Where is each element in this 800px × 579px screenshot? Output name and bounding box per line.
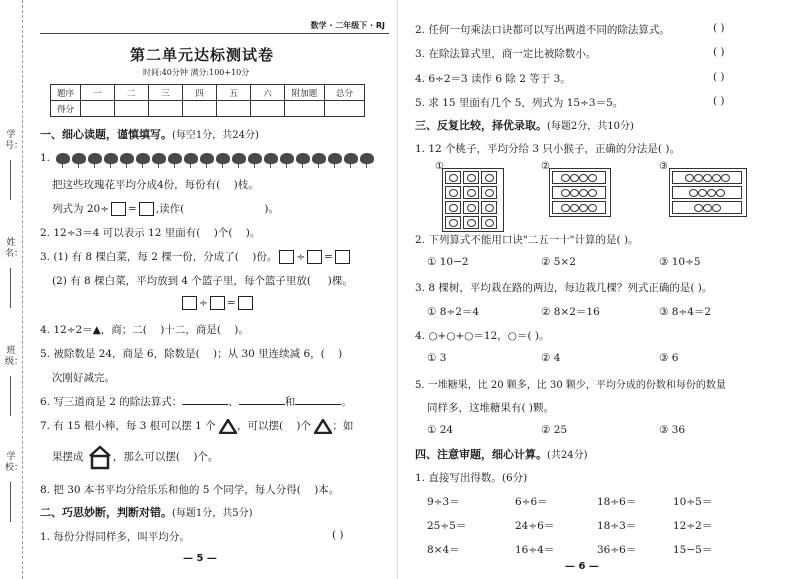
judge-answer-paren[interactable]: ( ) bbox=[332, 529, 344, 541]
peach-group bbox=[445, 216, 461, 229]
peach-grouping-option-1[interactable] bbox=[442, 168, 504, 232]
score-cell[interactable] bbox=[217, 101, 251, 117]
q3-text: (2) 有 8 棵白菜，平均放到 4 个篮子里，每个篮子里放( bbox=[52, 275, 312, 287]
peach-icon bbox=[467, 174, 476, 182]
section-1-title: 一、细心读题，谨慎填写。 bbox=[40, 128, 172, 141]
equals-sign: = bbox=[324, 251, 333, 263]
peach-icon bbox=[694, 204, 703, 212]
answer-box[interactable] bbox=[279, 250, 294, 264]
class-label: 班级： bbox=[5, 346, 24, 367]
choice-option[interactable]: ③ 10÷5 bbox=[659, 256, 701, 268]
peach-group bbox=[672, 186, 742, 199]
q7-text: 果摆成 bbox=[52, 451, 84, 463]
peach-icon bbox=[703, 174, 712, 182]
q5-text: )；从 30 里连续减 6，( bbox=[213, 348, 325, 360]
q7-text: )个 bbox=[296, 420, 312, 432]
q5-text: ) bbox=[338, 348, 343, 360]
q7-text: ；如 bbox=[332, 420, 354, 432]
q7-text: ，可以摆( bbox=[236, 420, 284, 432]
rose-icon bbox=[136, 153, 150, 164]
peach-icon bbox=[588, 204, 597, 212]
header-rule bbox=[40, 33, 389, 34]
q3-text: 3. (1) 有 8 棵白菜，每 2 棵一份，分成了( bbox=[40, 251, 239, 263]
choice-option[interactable]: ③ 8÷4＝2 bbox=[659, 306, 712, 318]
rose-icon bbox=[280, 153, 294, 164]
peach-icon bbox=[467, 219, 476, 227]
q1-text: )。 bbox=[264, 203, 279, 215]
calc-q1: 1. 直接写出得数。(6分) bbox=[415, 472, 528, 484]
answer-box[interactable] bbox=[182, 296, 197, 310]
section-3-title: 三、反复比较，择优录取。 bbox=[415, 119, 547, 132]
q6-text: 。 bbox=[341, 396, 352, 408]
choice-option[interactable]: ① 8÷2＝4 bbox=[427, 306, 480, 318]
peach-icon bbox=[485, 189, 494, 197]
q6-text: 和 bbox=[284, 396, 296, 408]
peach-icon bbox=[712, 204, 721, 212]
q3-part1 bbox=[40, 249, 352, 264]
rose-icon bbox=[152, 153, 166, 164]
rose-icon bbox=[232, 153, 246, 164]
rose-icon bbox=[344, 153, 358, 164]
judge-answer-paren[interactable]: ( ) bbox=[713, 71, 725, 83]
q7-line2 bbox=[52, 444, 218, 470]
subject-tag: 数学 · 二年级下 · RJ bbox=[310, 21, 385, 30]
q3-part2 bbox=[52, 273, 353, 288]
q8-text: 8. 把 30 本书平均分给乐乐和他的 5 个同学，每人分得( bbox=[40, 484, 301, 496]
score-header-cell: 三 bbox=[149, 85, 183, 101]
peach-icon bbox=[685, 174, 694, 182]
peach-group bbox=[481, 186, 497, 199]
peach-icon bbox=[561, 189, 570, 197]
answer-blank[interactable] bbox=[239, 395, 285, 405]
answer-box[interactable] bbox=[210, 296, 225, 310]
calc-item[interactable]: 10÷5＝ bbox=[673, 496, 713, 508]
peach-icon bbox=[485, 219, 494, 227]
calc-item[interactable]: 8×4＝ bbox=[427, 544, 460, 556]
q5-line2: 次刚好减完。 bbox=[52, 372, 115, 384]
q1-text: 把这些玫瑰花平均分成4份，每份有( bbox=[52, 179, 221, 191]
rose-icon bbox=[184, 153, 198, 164]
judge-answer-paren[interactable]: ( ) bbox=[713, 46, 725, 58]
peach-group bbox=[481, 216, 497, 229]
q5-text: 5. 被除数是 24，商是 6，除数是( bbox=[40, 348, 200, 360]
choice-q3: 3. 8 棵树，平均栽在路的两边，每边栽几棵？列式正确的是( )。 bbox=[415, 282, 713, 294]
calc-item[interactable]: 12÷2＝ bbox=[673, 520, 713, 532]
q4-text: )十二，商是( bbox=[160, 324, 221, 336]
judge-answer-paren[interactable]: ( ) bbox=[713, 95, 725, 107]
q7 bbox=[40, 418, 353, 434]
rose-icon bbox=[264, 153, 278, 164]
section-3-note: (每题2分，共10分) bbox=[547, 121, 634, 132]
peach-icon bbox=[698, 189, 707, 197]
score-header-cell: 总分 bbox=[325, 85, 365, 101]
peach-icon bbox=[716, 189, 725, 197]
peach-icon bbox=[449, 189, 458, 197]
choice-option[interactable]: ① 3 bbox=[427, 352, 447, 364]
calc-item[interactable]: 25÷5＝ bbox=[427, 520, 467, 532]
section-4-note: (共24分) bbox=[547, 450, 588, 461]
peach-icon bbox=[703, 204, 712, 212]
score-cell[interactable] bbox=[325, 101, 365, 117]
answer-box[interactable] bbox=[335, 250, 350, 264]
peach-icon bbox=[721, 174, 730, 182]
peach-icon bbox=[588, 189, 597, 197]
peach-group bbox=[552, 171, 606, 184]
q7-text: ，那么可以摆( bbox=[112, 451, 180, 463]
choice-q5-line2: 同样多，这堆糖果有( )颗。 bbox=[427, 402, 555, 414]
q6-text: 6. 写三道商是 2 的除法算式： bbox=[40, 396, 183, 408]
equals-sign: = bbox=[226, 297, 236, 309]
score-cell[interactable] bbox=[183, 101, 217, 117]
q4 bbox=[40, 322, 249, 337]
page-number: — 6 — bbox=[565, 561, 599, 572]
peach-icon bbox=[712, 174, 721, 182]
rose-icon bbox=[56, 153, 70, 164]
section-2-title: 二、巧思妙断，判断对错。 bbox=[40, 506, 172, 519]
judge-q1: 1. 每份分得同样多，叫平均分。 bbox=[40, 531, 190, 543]
q1-line1 bbox=[52, 177, 259, 192]
score-table bbox=[50, 84, 365, 117]
section-1-note: (每空1分，共24分) bbox=[172, 130, 259, 141]
q1-text: ,读作( bbox=[155, 203, 185, 215]
peach-grouping-option-2[interactable] bbox=[549, 168, 611, 217]
choice-q2: 2. 下列算式不能用口诀"二五一十"计算的是( )。 bbox=[415, 234, 639, 246]
peach-group bbox=[552, 201, 606, 214]
calc-item[interactable]: 9÷3＝ bbox=[427, 496, 460, 508]
peach-icon bbox=[485, 204, 494, 212]
student-no-field[interactable] bbox=[10, 160, 11, 200]
divide-sign: ÷ bbox=[199, 297, 208, 309]
peach-icon bbox=[579, 204, 588, 212]
score-header-cell: 附加题 bbox=[285, 85, 325, 101]
peach-group bbox=[463, 216, 479, 229]
rose-icon bbox=[216, 153, 230, 164]
peach-group bbox=[463, 201, 479, 214]
house-shape-icon bbox=[87, 444, 113, 470]
school-label: 学校： bbox=[5, 452, 24, 473]
q4-text: 4. 12÷2＝▲，商；二( bbox=[40, 324, 147, 336]
q1-text: = bbox=[128, 203, 137, 215]
peach-group bbox=[445, 201, 461, 214]
section-2-heading bbox=[40, 504, 253, 520]
choice-option[interactable]: ① 24 bbox=[427, 424, 454, 436]
peach-group bbox=[463, 171, 479, 184]
score-cell[interactable] bbox=[81, 101, 115, 117]
triangle-icon bbox=[219, 419, 237, 434]
q8-text: )本。 bbox=[314, 484, 340, 496]
q1-number: 1. bbox=[40, 152, 51, 164]
name-label: 姓名： bbox=[5, 238, 24, 259]
peach-group bbox=[481, 171, 497, 184]
q2 bbox=[40, 225, 260, 240]
triangle-icon bbox=[314, 419, 332, 434]
divide-sign: ÷ bbox=[296, 251, 306, 263]
q4-text: )。 bbox=[234, 324, 249, 336]
choice-q4: 4. ○+○+○＝12，○＝( )。 bbox=[415, 330, 550, 342]
peach-icon bbox=[449, 174, 458, 182]
section-4-title: 四、注意审题，细心计算。 bbox=[415, 448, 547, 461]
peach-icon bbox=[561, 174, 570, 182]
option-marker[interactable]: ① bbox=[435, 161, 444, 172]
peach-icon bbox=[467, 189, 476, 197]
peach-group bbox=[463, 186, 479, 199]
peach-icon bbox=[570, 189, 579, 197]
choice-option[interactable]: ② 4 bbox=[541, 352, 561, 364]
score-header-cell: 六 bbox=[251, 85, 285, 101]
peach-icon bbox=[561, 204, 570, 212]
school-field[interactable] bbox=[10, 482, 11, 522]
rose-icon bbox=[72, 153, 86, 164]
q6-text: 、 bbox=[228, 396, 239, 408]
peach-icon bbox=[570, 204, 579, 212]
q2-text: )。 bbox=[245, 227, 261, 239]
rose-illustration bbox=[56, 153, 374, 164]
answer-box[interactable] bbox=[111, 202, 126, 216]
calc-item[interactable]: 18÷6＝ bbox=[597, 496, 637, 508]
rose-icon bbox=[120, 153, 134, 164]
judge-q2: 2. 任何一句乘法口诀都可以写出两道不同的除法算式。 bbox=[415, 24, 670, 36]
calc-item[interactable]: 36÷6＝ bbox=[597, 544, 637, 556]
calc-item[interactable]: 18÷3＝ bbox=[597, 520, 637, 532]
answer-box[interactable] bbox=[307, 250, 322, 264]
q7-text: 7. 有 15 根小棒，每 3 根可以摆 1 个 bbox=[40, 420, 216, 432]
choice-option[interactable]: ① 10−2 bbox=[427, 256, 469, 268]
peach-icon bbox=[689, 189, 698, 197]
peach-icon bbox=[449, 219, 458, 227]
peach-icon bbox=[570, 174, 579, 182]
rose-icon bbox=[248, 153, 262, 164]
score-row-label: 得分 bbox=[51, 101, 81, 117]
choice-option[interactable]: ② 5×2 bbox=[541, 256, 576, 268]
peach-group bbox=[672, 171, 742, 184]
peach-icon bbox=[707, 189, 716, 197]
q3-text: )份。 bbox=[252, 251, 278, 263]
score-header-cell: 题序 bbox=[51, 85, 81, 101]
peach-icon bbox=[579, 174, 588, 182]
page-6 bbox=[397, 0, 800, 579]
rose-icon bbox=[312, 153, 326, 164]
peach-icon bbox=[588, 174, 597, 182]
rose-icon bbox=[200, 153, 214, 164]
score-cell[interactable] bbox=[251, 101, 285, 117]
peach-grouping-option-3[interactable] bbox=[669, 168, 747, 217]
student-no-label: 学号： bbox=[5, 130, 24, 151]
q1-text: )枝。 bbox=[233, 179, 259, 191]
calc-item[interactable]: 15−5＝ bbox=[673, 544, 713, 556]
peach-group bbox=[672, 201, 742, 214]
score-header-cell: 五 bbox=[217, 85, 251, 101]
option-marker[interactable]: ③ bbox=[659, 161, 668, 172]
peach-group bbox=[445, 186, 461, 199]
q3-text: )棵。 bbox=[327, 275, 353, 287]
section-2-note: (每题1分，共5分) bbox=[172, 508, 253, 519]
score-header-cell: 一 bbox=[81, 85, 115, 101]
section-1-heading bbox=[40, 126, 259, 142]
choice-q5-line1: 5. 一堆糖果，比 20 颗多，比 30 颗少，平均分成的份数和每份的数量 bbox=[415, 380, 726, 391]
page-number: — 5 — bbox=[183, 553, 217, 564]
name-field[interactable] bbox=[10, 268, 11, 308]
score-cell[interactable] bbox=[285, 101, 325, 117]
rose-icon bbox=[104, 153, 118, 164]
exam-time-score: 时间:40分钟 满分:100+10分 bbox=[143, 68, 250, 77]
choice-option[interactable]: ② 8×2＝16 bbox=[541, 306, 600, 318]
cut-line bbox=[22, 0, 23, 579]
section-4-heading bbox=[415, 446, 588, 462]
score-header-cell: 四 bbox=[183, 85, 217, 101]
peach-icon bbox=[694, 174, 703, 182]
rose-icon bbox=[168, 153, 182, 164]
class-field[interactable] bbox=[10, 376, 11, 416]
page-title: 第二单元达标测试卷 bbox=[130, 46, 275, 64]
q1-line2 bbox=[52, 201, 279, 216]
answer-blank[interactable] bbox=[182, 395, 228, 405]
section-3-heading bbox=[415, 117, 634, 133]
peach-icon bbox=[579, 189, 588, 197]
binding-margin bbox=[0, 0, 30, 579]
rose-icon bbox=[360, 153, 374, 164]
judge-q3: 3. 在除法算式里，商一定比被除数小。 bbox=[415, 48, 597, 60]
calc-item[interactable]: 6÷6＝ bbox=[515, 496, 548, 508]
q2-text: )个( bbox=[213, 227, 233, 239]
choice-option[interactable]: ② 25 bbox=[541, 424, 568, 436]
option-marker[interactable]: ② bbox=[541, 161, 550, 172]
q6 bbox=[40, 394, 352, 409]
peach-icon bbox=[467, 204, 476, 212]
q1-text: 列式为 20÷ bbox=[52, 203, 109, 215]
q5 bbox=[40, 346, 342, 361]
peach-group bbox=[481, 201, 497, 214]
choice-option[interactable]: ③ 36 bbox=[659, 424, 686, 436]
q7-text: )个。 bbox=[193, 451, 219, 463]
calc-item[interactable]: 16÷4＝ bbox=[515, 544, 555, 556]
answer-blank[interactable] bbox=[295, 395, 341, 405]
judge-q5: 5. 求 15 里面有几个 5，列式为 15÷3＝5。 bbox=[415, 97, 624, 109]
answer-box[interactable] bbox=[238, 296, 253, 310]
judge-q4: 4. 6÷2＝3 读作 6 除 2 等于 3。 bbox=[415, 73, 571, 85]
rose-icon bbox=[88, 153, 102, 164]
rose-icon bbox=[296, 153, 310, 164]
score-cell[interactable] bbox=[149, 101, 183, 117]
judge-answer-paren[interactable]: ( ) bbox=[713, 22, 725, 34]
choice-q1: 1. 12 个桃子，平均分给 3 只小猴子，正确的分法是( )。 bbox=[415, 143, 680, 155]
peach-icon bbox=[485, 174, 494, 182]
q2-text: 2. 12÷3＝4 可以表示 12 里面有( bbox=[40, 227, 201, 239]
peach-icon bbox=[449, 204, 458, 212]
peach-group bbox=[445, 171, 461, 184]
choice-option[interactable]: ③ 6 bbox=[659, 352, 679, 364]
score-header-cell: 二 bbox=[115, 85, 149, 101]
peach-group bbox=[552, 186, 606, 199]
rose-icon bbox=[328, 153, 342, 164]
calc-item[interactable]: 24÷6＝ bbox=[515, 520, 555, 532]
answer-box[interactable] bbox=[139, 202, 154, 216]
score-cell[interactable] bbox=[115, 101, 149, 117]
page-5 bbox=[0, 0, 397, 579]
q3-equation bbox=[180, 296, 255, 310]
q8 bbox=[40, 482, 339, 497]
